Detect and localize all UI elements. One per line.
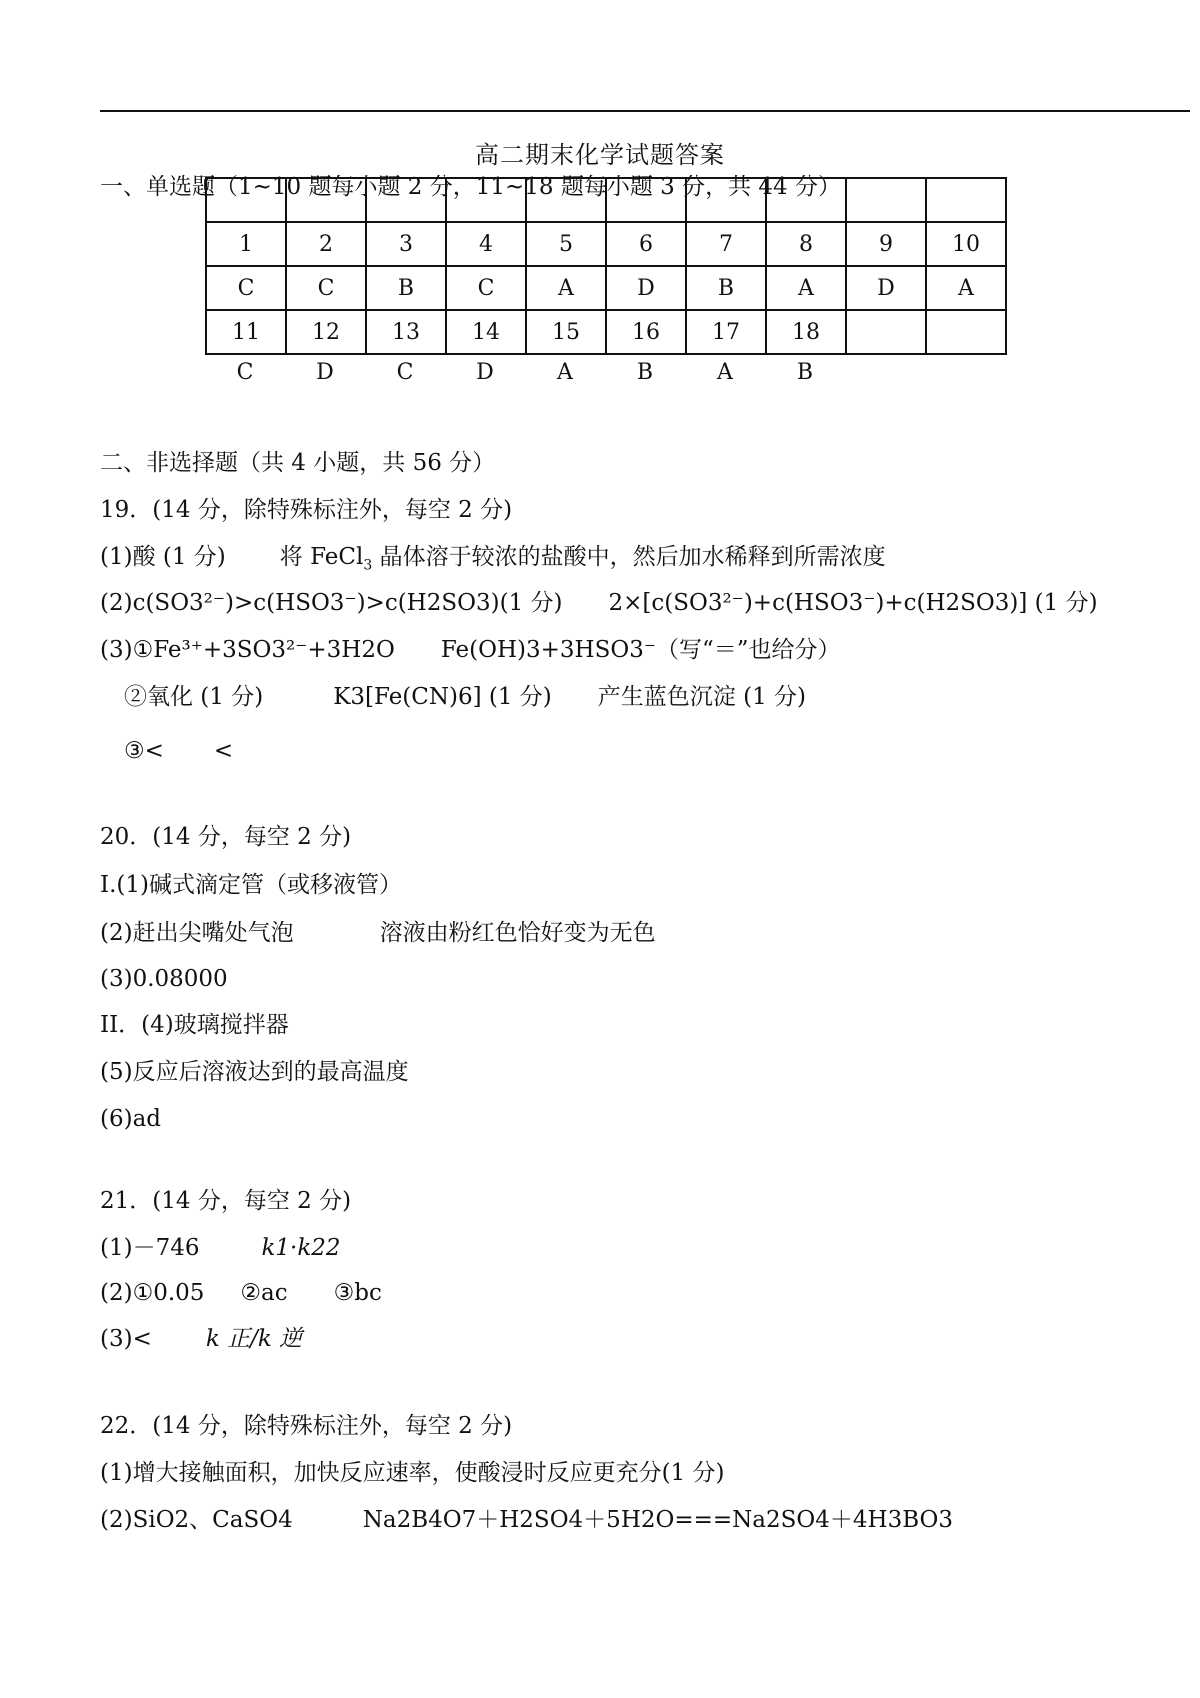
num-cell: 12 (286, 310, 366, 354)
q19-part1b: 将 FeCl (279, 544, 364, 570)
num-cell: 9 (846, 222, 926, 266)
q22-line2b: Na2B4O7＋H2SO4＋5H2O===Na2SO4＋4H3BO3 (362, 1507, 954, 1533)
q20-line3: (3)0.08000 (100, 966, 228, 992)
num-cell: 1 (206, 222, 286, 266)
num-cell: 16 (606, 310, 686, 354)
num-cell: 6 (606, 222, 686, 266)
subscript: 3 (363, 557, 373, 574)
answer-cell: A (926, 266, 1006, 310)
num-cell: 10 (926, 222, 1006, 266)
q19-part2 (100, 588, 1098, 618)
table-row-nums1 (206, 222, 1006, 266)
num-cell: 13 (366, 310, 446, 354)
q19-part3 (100, 635, 841, 665)
num-cell: 4 (446, 222, 526, 266)
num-cell: 11 (206, 310, 286, 354)
q20-line2a: (2)赶出尖嘴处气泡 (100, 920, 294, 946)
q20-line2 (100, 918, 656, 948)
section2-heading: 二、非选择题（共 4 小题，共 56 分） (100, 450, 496, 476)
q21-line3a: (3)< (100, 1326, 152, 1352)
num-cell: 18 (766, 310, 846, 354)
num-cell: 17 (686, 310, 766, 354)
q21-line3b: k 正/k 逆 (205, 1326, 303, 1352)
num-cell (926, 310, 1006, 354)
answer-cell: C (206, 266, 286, 310)
num-cell: 7 (686, 222, 766, 266)
num-cell: 14 (446, 310, 526, 354)
answer-cell: D (606, 266, 686, 310)
answer-cell: A (557, 360, 573, 385)
q21-heading: 21．(14 分，每空 2 分) (100, 1188, 352, 1214)
num-cell: 2 (286, 222, 366, 266)
q20-line1: Ⅰ.(1)碱式滴定管（或移液管） (100, 872, 402, 898)
page-title: 高二期末化学试题答案 (475, 141, 725, 169)
q19-part3b: Fe(OH)3+3HSO3⁻（写“＝”也给分） (440, 637, 841, 663)
q19-heading: 19．(14 分，除特殊标注外，每空 2 分) (100, 497, 513, 523)
answer-cell: D (476, 360, 494, 385)
q22-line2 (100, 1505, 953, 1535)
q21-line2b: ②ac (240, 1280, 288, 1306)
num-cell (846, 310, 926, 354)
q19-part3-line2 (124, 682, 806, 712)
answer-cell: A (526, 266, 606, 310)
num-cell: 8 (766, 222, 846, 266)
answer-cell: D (316, 360, 334, 385)
answer-cell: B (686, 266, 766, 310)
answer-cell: A (717, 360, 733, 385)
q19-part2a: (2)c(SO3²⁻)>c(HSO3⁻)>c(H2SO3)(1 分) (100, 590, 563, 616)
q19-part3g: < (213, 738, 234, 764)
num-cell: 15 (526, 310, 606, 354)
table-row-nums2 (206, 310, 1006, 354)
q20-line6: (6)ad (100, 1106, 162, 1132)
answer-cell: A (766, 266, 846, 310)
q21-line1 (100, 1233, 341, 1263)
answer-cell: C (286, 266, 366, 310)
answer-cell: C (446, 266, 526, 310)
q19-part1 (100, 542, 886, 581)
q20-heading: 20．(14 分，每空 2 分) (100, 824, 352, 850)
q22-line1: (1)增大接触面积，加快反应速率，使酸浸时反应更充分(1 分) (100, 1460, 725, 1486)
q22-heading: 22．(14 分，除特殊标注外，每空 2 分) (100, 1413, 513, 1439)
q19-part3a: (3)①Fe³⁺+3SO3²⁻+3H2O (100, 637, 395, 663)
q22-line2a: (2)SiO2、CaSO4 (100, 1507, 293, 1533)
num-cell: 5 (526, 222, 606, 266)
answer-cell: B (366, 266, 446, 310)
num-cell: 3 (366, 222, 446, 266)
answer-table (205, 177, 1007, 355)
q19-part3d: K3[Fe(CN)6] (1 分) (333, 684, 552, 710)
q21-line2c: ③bc (333, 1280, 382, 1306)
answer-row-2 (205, 360, 845, 385)
table-row-ans1 (206, 266, 1006, 310)
q21-line1a: (1)－746 (100, 1235, 200, 1261)
answer-cell: C (236, 360, 254, 385)
q21-line2a: (2)①0.05 (100, 1280, 205, 1306)
header-rule (100, 110, 1190, 112)
section1-heading: 一、单选题（1~10 题每小题 2 分，11~18 题每小题 3 分，共 44 分） (100, 174, 841, 200)
q19-part3e: 产生蓝色沉淀 (1 分) (597, 684, 806, 710)
q21-line3 (100, 1324, 302, 1354)
q19-part3f: ③< (124, 738, 164, 764)
q20-line2b: 溶液由粉红色恰好变为无色 (379, 920, 656, 946)
answer-cell: D (846, 266, 926, 310)
q19-part1a: (1)酸 (1 分) (100, 544, 226, 570)
q20-line5: (5)反应后溶液达到的最高温度 (100, 1059, 409, 1085)
answer-cell: B (636, 360, 654, 385)
q20-line4: II．(4)玻璃搅拌器 (100, 1012, 289, 1038)
answer-cell: B (796, 360, 814, 385)
q19-part1c: 晶体溶于较浓的盐酸中，然后加水稀释到所需浓度 (372, 544, 886, 570)
q19-part3-line3 (124, 736, 233, 766)
q21-line2 (100, 1278, 382, 1308)
q19-part3c: ②氧化 (1 分) (124, 684, 264, 710)
answer-cell: C (396, 360, 414, 385)
q21-line1b: k1·k22 (261, 1235, 341, 1261)
q19-part2b: 2×[c(SO3²⁻)+c(HSO3⁻)+c(H2SO3)] (1 分) (608, 590, 1098, 616)
